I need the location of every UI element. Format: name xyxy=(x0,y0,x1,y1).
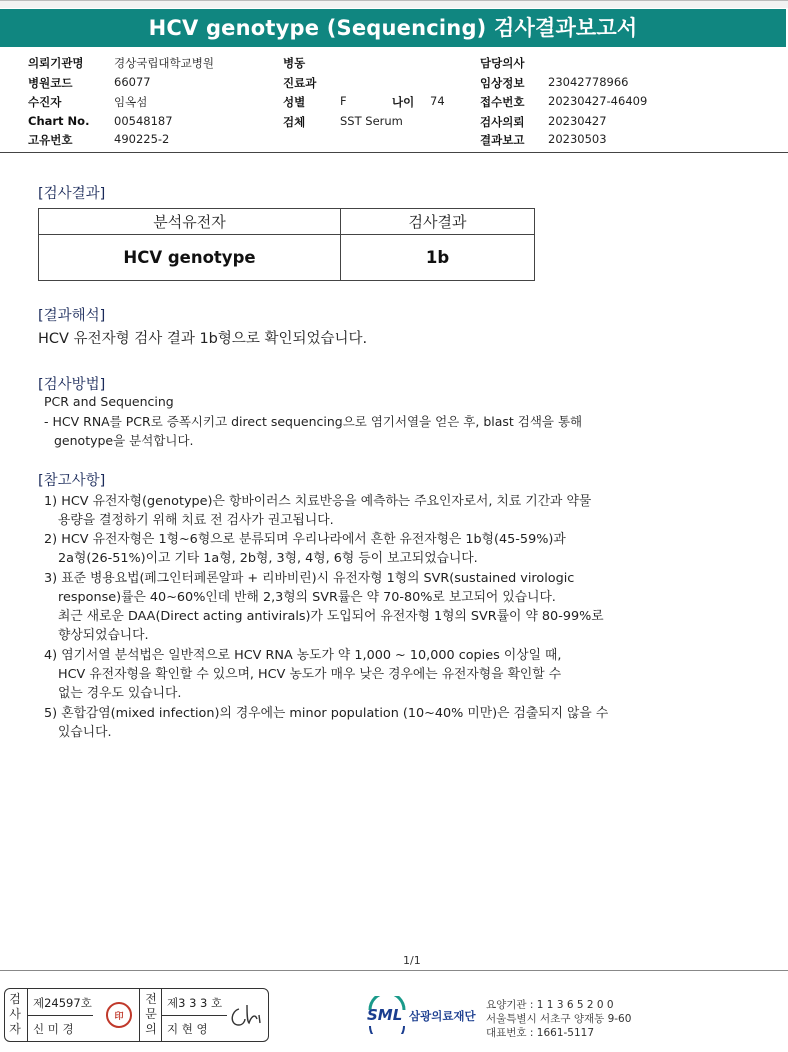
note-line: 최근 새로운 DAA(Direct acting antivirals)가 도입되어 유전자형 1형의 SVR률이 약 80-99%로 xyxy=(58,609,604,624)
institution-code: 요양기관 : 1 1 3 6 5 2 0 0 xyxy=(486,999,614,1011)
footer-divider xyxy=(0,970,788,971)
label-age: 나이 xyxy=(392,95,415,109)
note-line: 있습니다. xyxy=(58,725,112,740)
note-line: 용량을 결정하기 위해 치료 전 검사가 권고됩니다. xyxy=(58,513,334,528)
sml-logo-text: SML xyxy=(367,1006,403,1024)
foundation-name: 삼광의료재단 xyxy=(409,1009,476,1023)
value-age: 74 xyxy=(430,94,445,108)
value-receipt-number: 20230427-46409 xyxy=(548,94,648,108)
specialist-license: 제3 3 3 호 xyxy=(167,996,223,1010)
value-report-date: 20230503 xyxy=(548,132,607,146)
label-request-date: 검사의뢰 xyxy=(480,115,525,129)
institution-address: 서울특별시 서초구 양재동 9-60 xyxy=(486,1013,632,1025)
interpretation-text: HCV 유전자형 검사 결과 1b형으로 확인되었습니다. xyxy=(38,331,368,347)
note-line: response)률은 40~60%인데 반해 2,3형의 SVR률은 약 70-80%로 보고되어 있습니다. xyxy=(58,590,556,605)
cell-gene: HCV genotype xyxy=(39,235,341,281)
examiner-label: 검 사 자 xyxy=(9,992,21,1036)
page-number: 1/1 xyxy=(403,954,421,967)
method-line: genotype을 분석합니다. xyxy=(54,433,194,448)
method-heading: [검사방법] xyxy=(38,377,106,393)
value-sex: F xyxy=(340,94,347,108)
note-line: 3) 표준 병용요법(페그인터페론알파 + 리바비린)시 유전자형 1형의 SVR(sustained virologic xyxy=(44,571,575,586)
value-patient-name: 임옥섬 xyxy=(114,95,148,109)
method-line: - HCV RNA를 PCR로 증폭시키고 direct sequencing으로 염기서열을 얻은 후, blast 검색을 통해 xyxy=(44,414,583,429)
result-table xyxy=(38,208,535,281)
value-specimen: SST Serum xyxy=(340,114,403,128)
signature-box xyxy=(4,988,269,1042)
method-line: PCR and Sequencing xyxy=(44,394,174,409)
label-hospital-code: 병원코드 xyxy=(28,76,73,90)
label-receipt-number: 접수번호 xyxy=(480,95,525,109)
label-chart-no: Chart No. xyxy=(28,114,90,128)
label-sex: 성별 xyxy=(283,95,306,109)
label-clinical-info: 임상정보 xyxy=(480,76,525,90)
result-heading: [검사결과] xyxy=(38,186,106,202)
value-unique-number: 490225-2 xyxy=(114,132,170,146)
examiner-license: 제24597호 xyxy=(33,996,92,1010)
value-request-date: 20230427 xyxy=(548,114,607,128)
specialist-name: 지 현 영 xyxy=(167,1022,208,1036)
report-title: HCV genotype (Sequencing) 검사결과보고서 xyxy=(0,9,786,47)
note-line: HCV 유전자형을 확인할 수 있으며, HCV 농도가 매우 낮은 경우에는 유전자형을 확인할 수 xyxy=(58,667,562,682)
note-line: 5) 혼합감염(mixed infection)의 경우에는 minor population (10~40% 미만)은 검출되지 않을 수 xyxy=(44,706,609,721)
label-report-date: 결과보고 xyxy=(480,133,525,147)
interpretation-heading: [결과해석] xyxy=(38,308,106,324)
examiner-name: 신 미 경 xyxy=(33,1022,74,1036)
value-hospital-code: 66077 xyxy=(114,75,151,89)
value-chart-no: 00548187 xyxy=(114,114,173,128)
window-top-edge xyxy=(0,0,788,8)
cell-result: 1b xyxy=(341,235,535,281)
label-patient-name: 수진자 xyxy=(28,95,62,109)
label-specimen: 검체 xyxy=(283,115,306,129)
label-unique-number: 고유번호 xyxy=(28,133,73,147)
note-line: 1) HCV 유전자형(genotype)은 항바이러스 치료반응을 예측하는 주요인자로서, 치료 기간과 약물 xyxy=(44,494,592,509)
label-requesting-institution: 의뢰기관명 xyxy=(28,56,84,70)
label-department: 진료과 xyxy=(283,76,317,90)
header-gene: 분석유전자 xyxy=(39,209,341,235)
label-ward: 병동 xyxy=(283,56,306,70)
institution-phone: 대표번호 : 1661-5117 xyxy=(486,1027,595,1039)
specialist-label: 전 문 의 xyxy=(145,992,157,1036)
value-requesting-institution: 경상국립대학교병원 xyxy=(114,56,214,70)
signature-icon xyxy=(227,1001,265,1031)
value-clinical-info: 23042778966 xyxy=(548,75,629,89)
header-result: 검사결과 xyxy=(341,209,535,235)
note-line: 2) HCV 유전자형은 1형~6형으로 분류되며 우리나라에서 흔한 유전자형은 1b형(45-59%)과 xyxy=(44,532,566,547)
note-line: 없는 경우도 있습니다. xyxy=(58,686,182,701)
label-attending-doctor: 담당의사 xyxy=(480,56,525,70)
note-line: 2a형(26-51%)이고 기타 1a형, 2b형, 3형, 4형, 6형 등이 보고되었습니다. xyxy=(58,551,478,566)
info-divider xyxy=(0,152,788,153)
note-line: 4) 염기서열 분석법은 일반적으로 HCV RNA 농도가 약 1,000 ~ 10,000 copies 이상일 때, xyxy=(44,648,562,663)
seal-icon: 印 xyxy=(106,1002,132,1028)
note-line: 향상되었습니다. xyxy=(58,628,149,643)
notes-heading: [참고사항] xyxy=(38,473,106,489)
